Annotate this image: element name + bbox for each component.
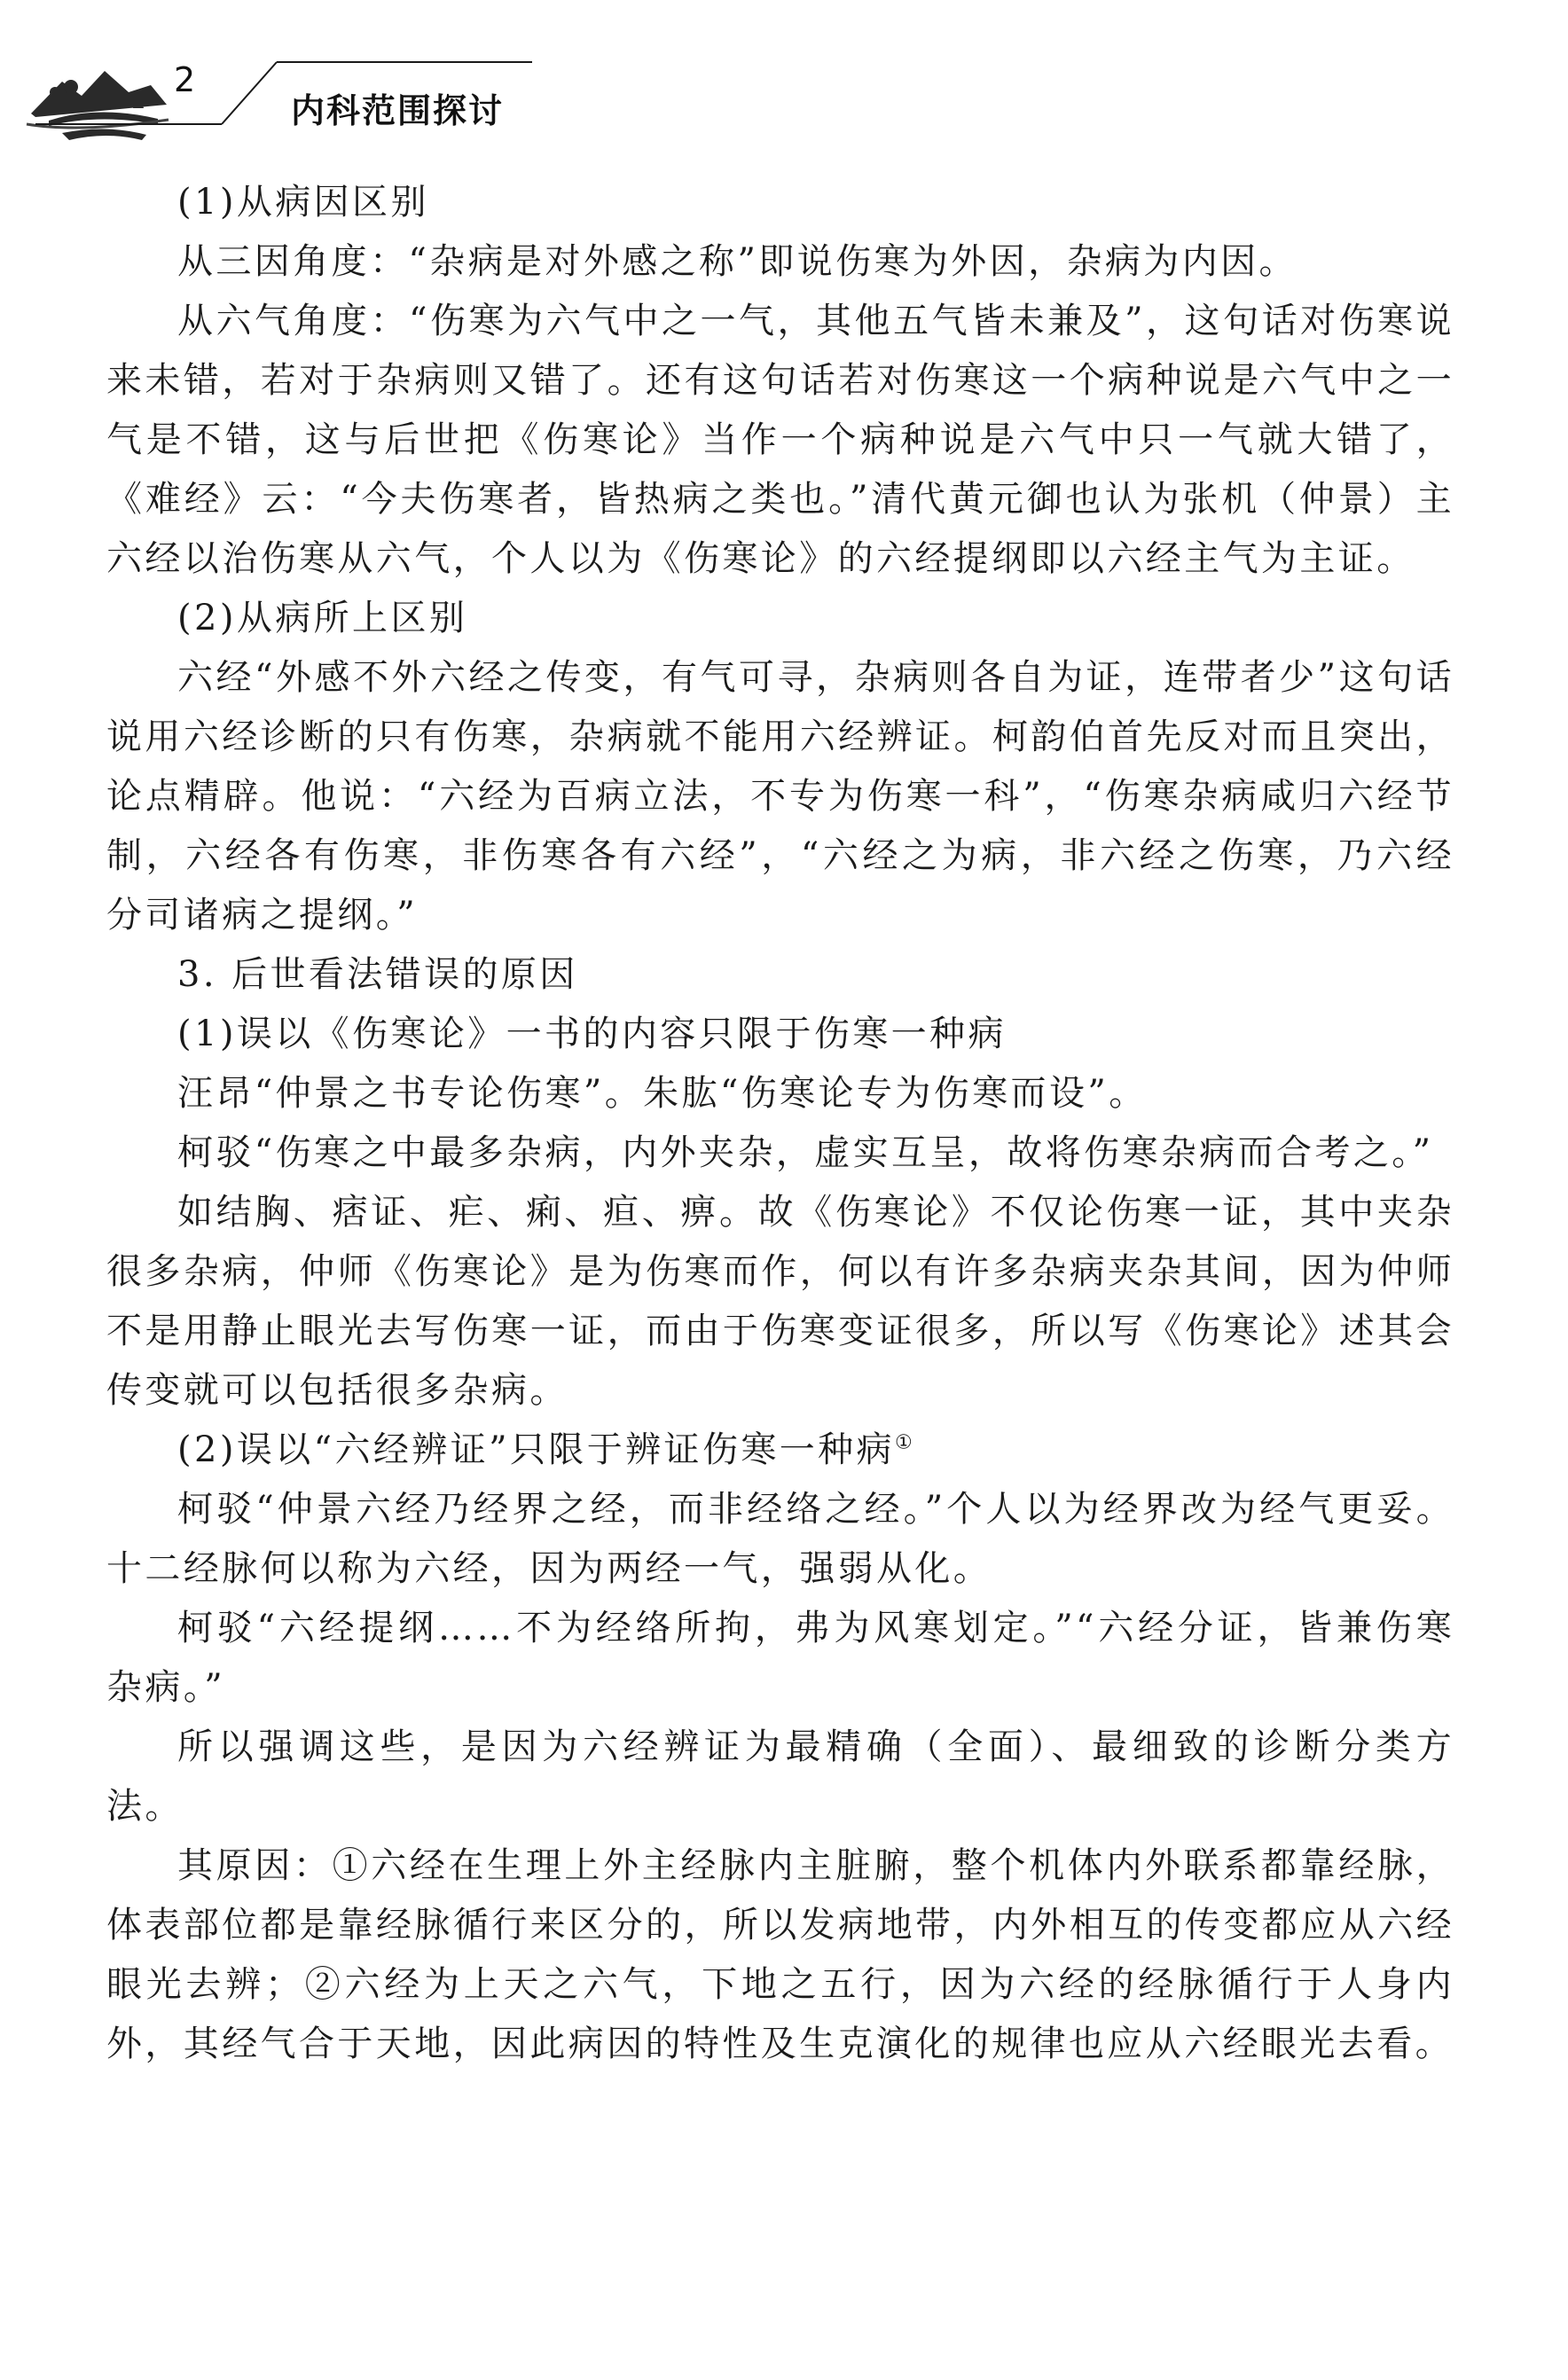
subheading: (2)从病所上区别	[177, 598, 468, 638]
paragraph: 从三因角度：“杂病是对外感之称”即说伤寒为外因，杂病为内因。	[177, 241, 1298, 282]
subheading-text: (2)误以“六经辨证”只限于辨证伤寒一种病	[177, 1429, 895, 1470]
paragraph: 汪昂“仲景之书专论伤寒”。朱肱“伤寒论专为伤寒而设”。	[177, 1073, 1148, 1114]
section-heading: 3. 后世看法错误的原因	[177, 954, 578, 995]
paragraph: 柯驳“伤寒之中最多杂病，内外夹杂，虚实互呈，故将伤寒杂病而合考之。”	[177, 1132, 1434, 1173]
page-header	[0, 0, 1568, 168]
paragraph: 其原因：①六经在生理上外主经脉内主脏腑，整个机体内外联系都靠经脉，体表部位都是靠经脉循行来区分的，所以发病地带，内外相互的传变都应从六经眼光去辨；②六经为上天之六气，下地之五行，因为六经的经脉循行于人身内外，其经气合于天地，因此病因的特性及生克演化的规律也应从六经眼光去看。	[106, 1845, 1454, 2064]
subheading: (1)从病因区别	[177, 182, 429, 223]
footnote-marker: ①	[894, 1431, 913, 1454]
running-title: 内科范围探讨	[291, 91, 505, 130]
subheading: (1)误以《伤寒论》一书的内容只限于伤寒一种病	[177, 1014, 1007, 1054]
paragraph: 所以强调这些，是因为六经辨证为最精确（全面）、最细致的诊断分类方法。	[106, 1726, 1454, 1827]
paragraph: 柯驳“仲景六经乃经界之经，而非经络之经。”个人以为经界改为经气更妥。十二经脉何以称为六经，因为两经一气，强弱从化。	[106, 1489, 1454, 1589]
body-text	[106, 173, 1454, 2074]
subheading	[106, 1421, 1454, 1480]
paragraph: 六经“外感不外六经之传变，有气可寻，杂病则各自为证，连带者少”这句话说用六经诊断的只有伤寒，杂病就不能用六经辨证。柯韵伯首先反对而且突出，论点精辟。他说：“六经为百病立法，不专为伤寒一科”，“伤寒杂病咸归六经节制，六经各有伤寒，非伤寒各有六经”，“六经之为病，非六经之伤寒，乃六经分司诸病之提纲。”	[106, 657, 1454, 936]
paragraph: 柯驳“六经提纲……不为经络所拘，弗为风寒划定。”“六经分证，皆兼伤寒杂病。”	[106, 1608, 1454, 1708]
paragraph: 从六气角度：“伤寒为六气中之一气，其他五气皆未兼及”，这句话对伤寒说来未错，若对于杂病则又错了。还有这句话若对伤寒这一个病种说是六气中之一气是不错，这与后世把《伤寒论》当作一个病种说是六气中只一气就大错了，《难经》云：“今夫伤寒者，皆热病之类也。”清代黄元御也认为张机（仲景）主六经以治伤寒从六气，个人以为《伤寒论》的六经提纲即以六经主气为主证。	[106, 301, 1454, 579]
page-number: 2	[174, 60, 196, 99]
paragraph: 如结胸、痞证、疟、痢、疸、痹。故《伤寒论》不仅论伤寒一证，其中夹杂很多杂病，仲师《伤寒论》是为伤寒而作，何以有许多杂病夹杂其间，因为仲师不是用静止眼光去写伤寒一证，而由于伤寒变证很多，所以写《伤寒论》述其会传变就可以包括很多杂病。	[106, 1192, 1454, 1411]
